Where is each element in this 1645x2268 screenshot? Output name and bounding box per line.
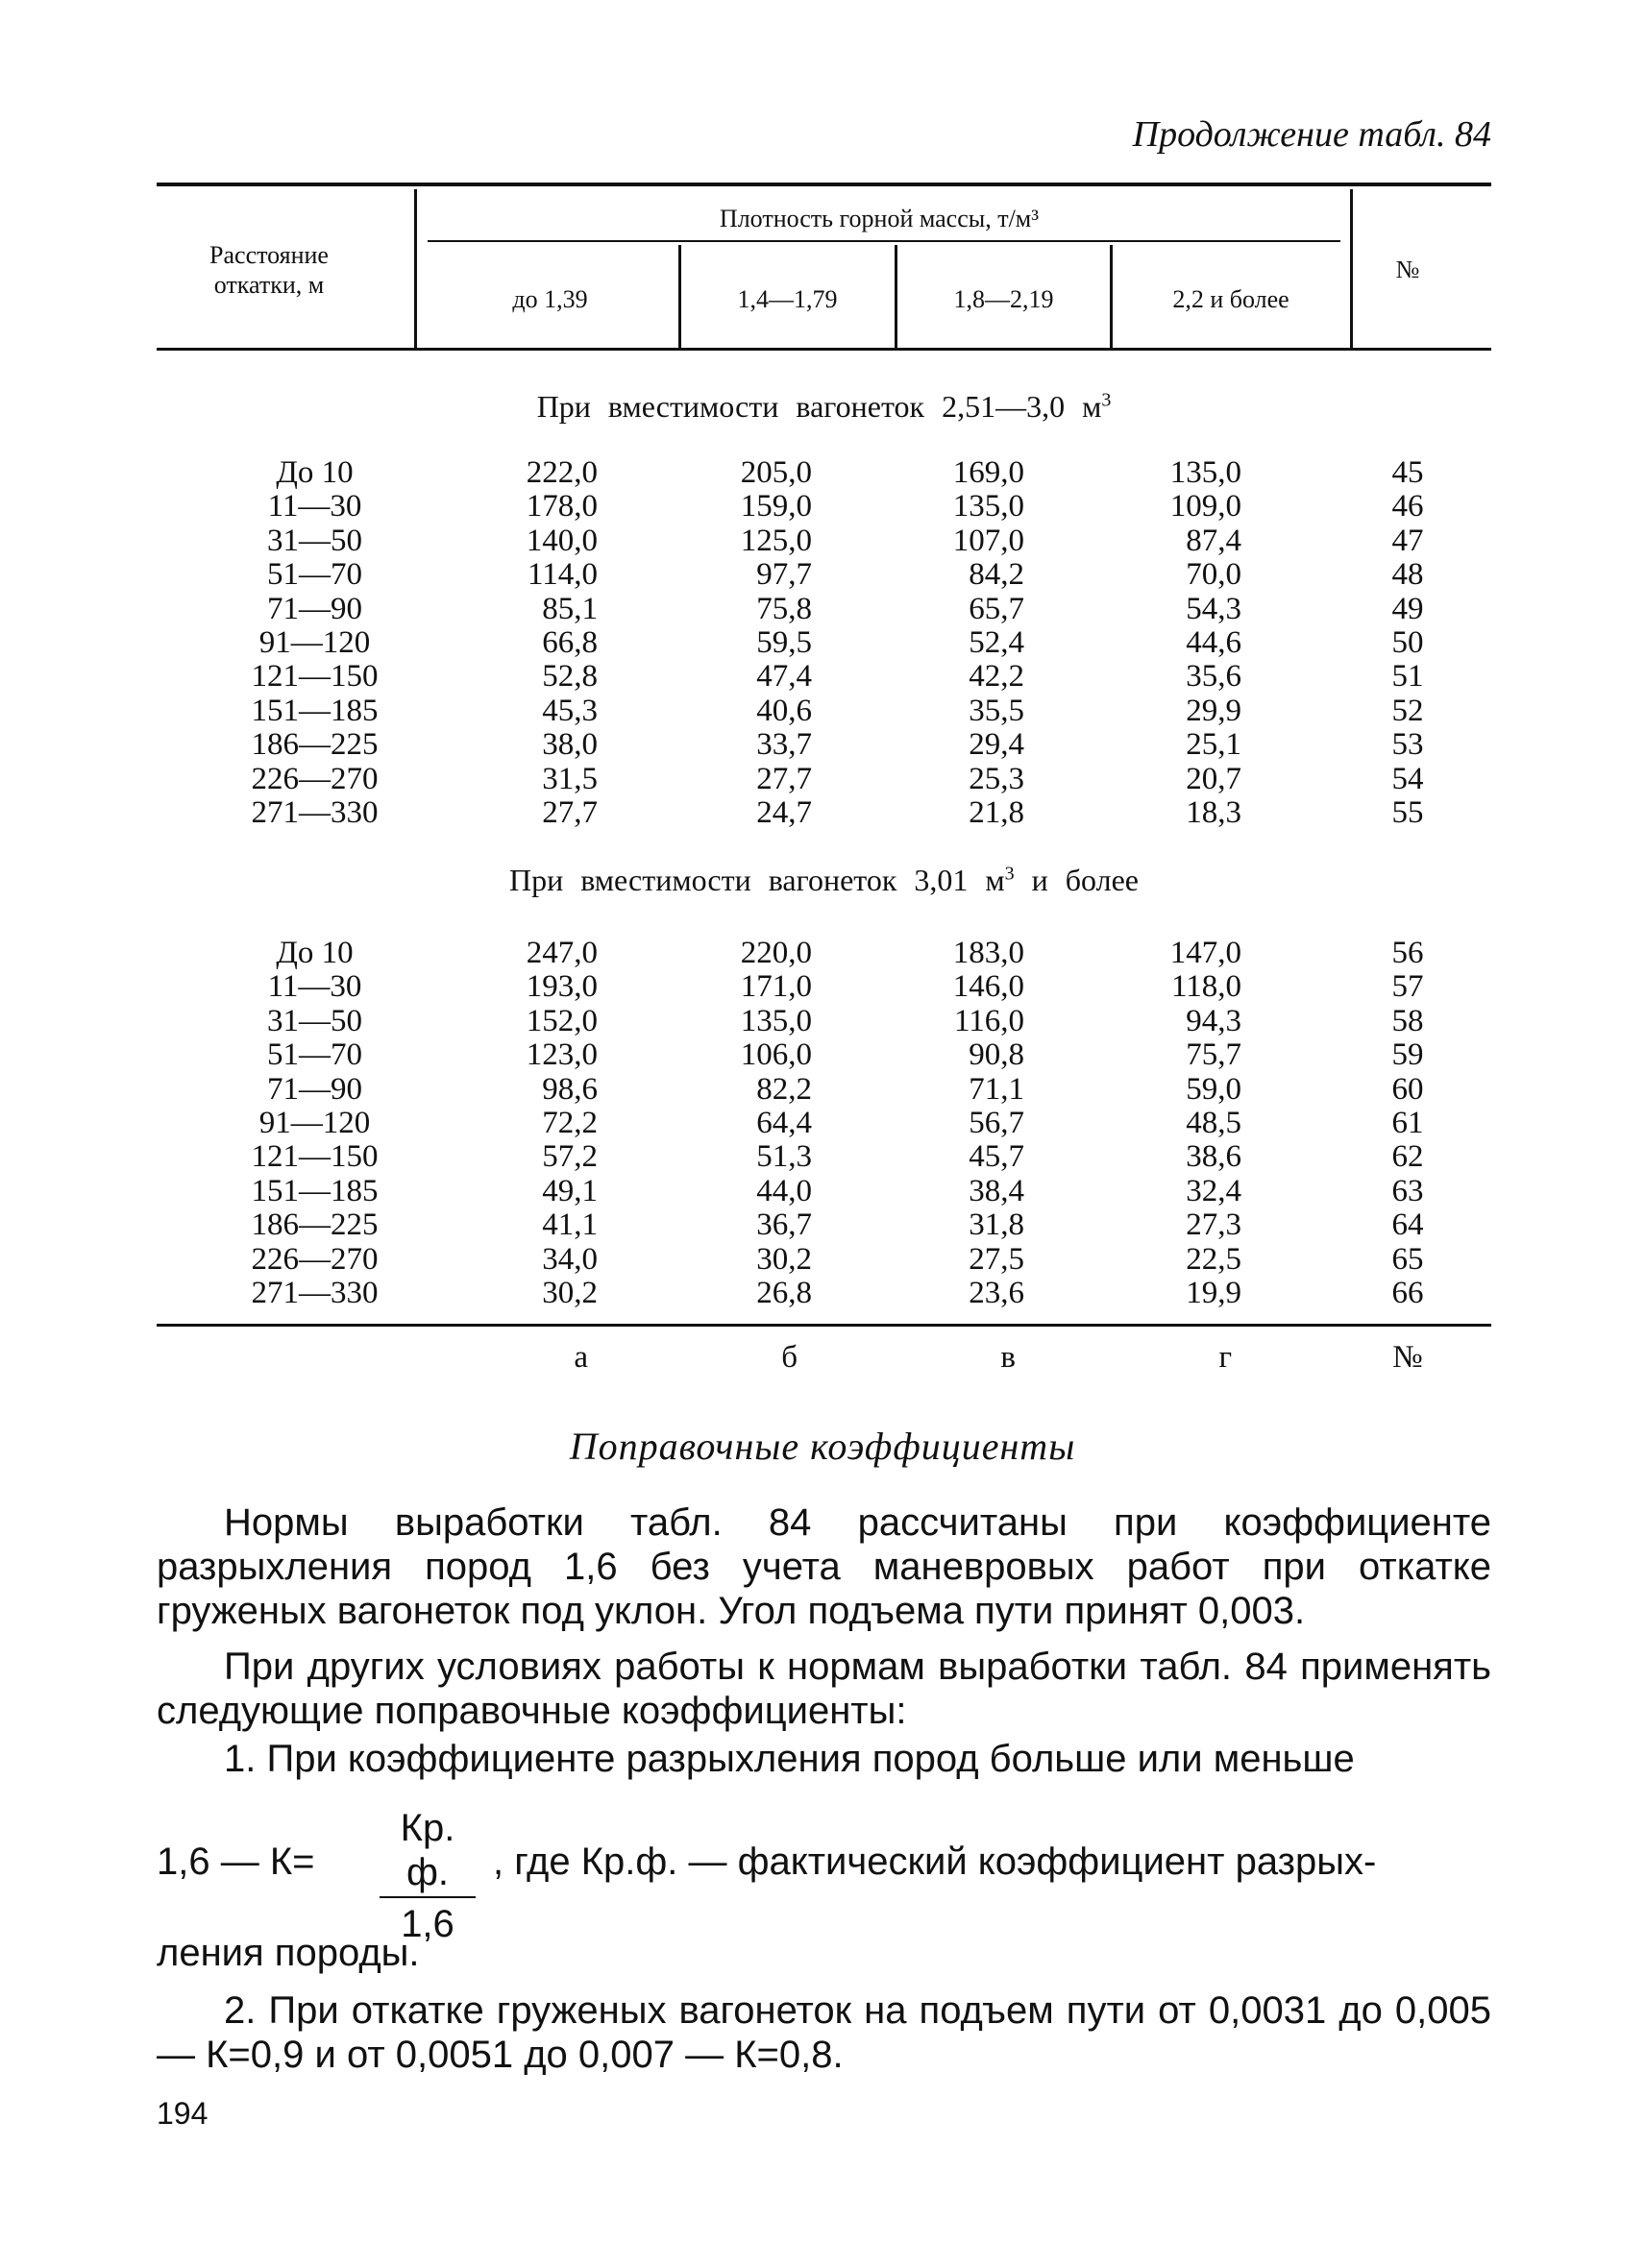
table-row — [0, 1243, 1645, 1277]
header-divider — [678, 245, 681, 348]
table-row — [0, 660, 1645, 694]
cell-c: 38,4 — [969, 1173, 1024, 1208]
header-group-underline — [428, 240, 1340, 242]
cell-d: 20,7 — [1186, 761, 1241, 796]
cell-b: 97,7 — [756, 557, 812, 593]
cell-c: 52,4 — [969, 624, 1024, 660]
table-row — [0, 490, 1645, 524]
cell-c: 84,2 — [969, 557, 1024, 593]
cell-a: 98,6 — [542, 1071, 598, 1107]
fraction-bar — [380, 1896, 476, 1898]
cell-c: 135,0 — [952, 489, 1024, 524]
cell-a: 72,2 — [542, 1105, 598, 1140]
table-row — [0, 593, 1645, 626]
cell-c: 21,8 — [969, 794, 1024, 830]
paragraph: Нормы выработки табл. 84 рассчитаны при коэффициенте разрыхления пород 1,6 без учета маневровых работ при откатке груженых вагонеток под уклон. Угол подъема пути принят 0,003. — [157, 1501, 1491, 1632]
cell-b: 24,7 — [756, 794, 812, 830]
cell-c: 27,5 — [969, 1241, 1024, 1277]
table-row — [0, 1038, 1645, 1072]
cell-distance: 91—120 — [258, 1105, 371, 1140]
header-divider — [414, 189, 417, 348]
cell-distance: 151—185 — [251, 693, 379, 728]
cell-a: 30,2 — [542, 1275, 598, 1310]
cell-d: 22,5 — [1186, 1241, 1241, 1277]
cell-b: 159,0 — [740, 489, 812, 524]
table-row — [0, 1140, 1645, 1174]
cell-distance: 91—120 — [258, 624, 371, 660]
table-row — [0, 937, 1645, 970]
cell-distance: 186—225 — [251, 1207, 379, 1243]
cell-c: 90,8 — [969, 1037, 1024, 1073]
cell-c: 183,0 — [952, 936, 1024, 970]
formula-denominator: 1,6 — [401, 1903, 454, 1945]
cell-d: 109,0 — [1169, 489, 1241, 524]
cell-b: 40,6 — [756, 693, 812, 728]
cell-distance: До 10 — [276, 936, 354, 970]
cell-c: 146,0 — [952, 969, 1024, 1005]
table-row — [0, 524, 1645, 558]
cell-d: 87,4 — [1186, 523, 1241, 558]
header-bottom-rule — [157, 348, 1491, 351]
cell-number: 54 — [1391, 761, 1424, 796]
cell-distance: 51—70 — [267, 557, 362, 593]
cell-b: 135,0 — [740, 1003, 812, 1038]
cell-number: 53 — [1391, 727, 1424, 763]
header-distance: Расстояние откатки, м — [209, 241, 329, 299]
cell-distance: 11—30 — [267, 969, 362, 1005]
cell-b: 33,7 — [756, 727, 812, 763]
cell-d: 32,4 — [1186, 1173, 1241, 1208]
cell-c: 169,0 — [952, 455, 1024, 490]
header-col-c: 1,8—2,19 — [953, 285, 1054, 313]
cell-b: 106,0 — [740, 1037, 812, 1073]
cell-number: 60 — [1391, 1071, 1424, 1107]
section-caption: При вместимости вагонеток 2,51—3,0 $м^3$ — [536, 389, 1112, 424]
cell-number: 55 — [1391, 794, 1424, 830]
cell-c: 116,0 — [953, 1003, 1024, 1038]
footer-col-a: а — [574, 1340, 588, 1375]
cell-b: 44,0 — [756, 1173, 812, 1208]
header-density-group: Плотность горной массы, т/м³ — [719, 205, 1040, 232]
cell-distance: 31—50 — [267, 1003, 362, 1038]
cell-number: 51 — [1391, 659, 1424, 695]
footer-col-c: в — [1000, 1340, 1016, 1375]
cell-d: 29,9 — [1186, 693, 1241, 728]
table-row — [0, 1005, 1645, 1038]
cell-d: 59,0 — [1186, 1071, 1241, 1107]
cell-d: 27,3 — [1186, 1207, 1241, 1243]
cell-number: 61 — [1391, 1105, 1424, 1140]
cell-b: 30,2 — [756, 1241, 812, 1277]
paragraph-continuation: ления породы. — [157, 1932, 420, 1974]
cell-number: 52 — [1391, 693, 1424, 728]
cell-c: 25,3 — [969, 761, 1024, 796]
table-row — [0, 1175, 1645, 1208]
continuation-title: Продолжение табл. 84 — [1132, 114, 1491, 155]
paragraph: 2. При откатке груженых вагонеток на подъем пути от 0,0031 до 0,005 — К=0,9 и от 0,0051 до 0,007 — К=0,8. — [157, 1989, 1491, 2076]
cell-c: 23,6 — [969, 1275, 1024, 1310]
cell-c: 42,2 — [969, 659, 1024, 695]
cell-a: 140,0 — [526, 523, 598, 558]
section-rows — [0, 937, 1645, 1310]
header-col-a: до 1,39 — [512, 285, 588, 313]
cell-distance: 31—50 — [267, 523, 362, 558]
table-row — [0, 558, 1645, 592]
cell-number: 46 — [1391, 489, 1424, 524]
cell-a: 193,0 — [526, 969, 598, 1005]
cell-b: 64,4 — [756, 1105, 812, 1140]
paragraph: 1. При коэффициенте разрыхления пород больше или меньше — [224, 1738, 1355, 1780]
cell-a: 49,1 — [542, 1173, 598, 1208]
cell-d: 18,3 — [1186, 794, 1241, 830]
cell-b: 27,7 — [756, 761, 812, 796]
section-caption: При вместимости вагонеток 3,01 $м^3$ и более — [509, 863, 1139, 897]
table-row — [0, 970, 1645, 1004]
header-col-d: 2,2 и более — [1172, 285, 1289, 313]
cell-c: 45,7 — [969, 1139, 1024, 1175]
table-row — [0, 626, 1645, 660]
table-row — [0, 695, 1645, 728]
cell-d: 44,6 — [1186, 624, 1241, 660]
cell-number: 57 — [1391, 969, 1424, 1005]
footer-number: № — [1392, 1340, 1423, 1375]
cell-distance: 71—90 — [267, 1071, 362, 1107]
cell-number: 63 — [1391, 1173, 1424, 1208]
cell-distance: 271—330 — [251, 1275, 379, 1310]
cell-a: 38,0 — [542, 727, 598, 763]
cell-c: 56,7 — [969, 1105, 1024, 1140]
cell-a: 66,8 — [542, 624, 598, 660]
cell-a: 152,0 — [526, 1003, 598, 1038]
header-divider — [1350, 189, 1353, 348]
table-top-rule — [157, 183, 1491, 186]
cell-distance: 271—330 — [251, 794, 379, 830]
table-row — [0, 796, 1645, 830]
cell-d: 135,0 — [1169, 455, 1241, 490]
cell-a: 85,1 — [542, 591, 598, 626]
formula-lhs: 1,6 — К= — [157, 1841, 315, 1883]
header-col-b: 1,4—1,79 — [737, 285, 838, 313]
cell-b: 47,4 — [756, 659, 812, 695]
cell-number: 48 — [1391, 557, 1424, 593]
table-row — [0, 763, 1645, 796]
cell-d: 70,0 — [1186, 557, 1241, 593]
cell-c: 65,7 — [969, 591, 1024, 626]
cell-b: 75,8 — [756, 591, 812, 626]
cell-b: 125,0 — [740, 523, 812, 558]
table-row — [0, 1073, 1645, 1107]
cell-c: 29,4 — [969, 727, 1024, 763]
cell-b: 82,2 — [756, 1071, 812, 1107]
cell-distance: 186—225 — [251, 727, 379, 763]
footer-col-b: б — [781, 1340, 798, 1375]
header-divider — [895, 245, 897, 348]
table-row — [0, 728, 1645, 762]
cell-number: 50 — [1391, 624, 1424, 660]
header-number: № — [1395, 256, 1420, 283]
cell-distance: 51—70 — [267, 1037, 362, 1073]
cell-distance: 71—90 — [267, 591, 362, 626]
cell-a: 31,5 — [542, 761, 598, 796]
cell-a: 41,1 — [542, 1207, 598, 1243]
section-heading: Поправочные коэффициенты — [569, 1425, 1076, 1468]
cell-a: 123,0 — [526, 1037, 598, 1073]
formula-fraction — [380, 1806, 476, 1946]
cell-d: 25,1 — [1186, 727, 1241, 763]
cell-distance: 226—270 — [251, 1241, 379, 1277]
cell-d: 54,3 — [1186, 591, 1241, 626]
cell-a: 45,3 — [542, 693, 598, 728]
cell-b: 171,0 — [740, 969, 812, 1005]
cell-b: 59,5 — [756, 624, 812, 660]
cell-d: 118,0 — [1170, 969, 1241, 1005]
cell-a: 34,0 — [542, 1241, 598, 1277]
cell-d: 75,7 — [1186, 1037, 1241, 1073]
cell-number: 59 — [1391, 1037, 1424, 1073]
cell-distance: 121—150 — [251, 1139, 379, 1175]
cell-distance: 121—150 — [251, 659, 379, 695]
paragraph: При других условиях работы к нормам выработки табл. 84 применять следующие поправочные коэффициенты: — [157, 1646, 1491, 1732]
table-row — [0, 1107, 1645, 1140]
cell-d: 35,6 — [1186, 659, 1241, 695]
cell-number: 62 — [1391, 1139, 1424, 1175]
cell-number: 66 — [1391, 1275, 1424, 1310]
footer-col-d: г — [1218, 1340, 1232, 1375]
page-number: 194 — [157, 2096, 209, 2131]
cell-a: 114,0 — [527, 557, 598, 593]
cell-b: 36,7 — [756, 1207, 812, 1243]
cell-d: 147,0 — [1169, 936, 1241, 970]
cell-d: 38,6 — [1186, 1139, 1241, 1175]
cell-a: 247,0 — [526, 936, 598, 970]
cell-number: 45 — [1391, 455, 1424, 490]
cell-d: 48,5 — [1186, 1105, 1241, 1140]
cell-number: 49 — [1391, 591, 1424, 626]
cell-c: 71,1 — [969, 1071, 1024, 1107]
cell-number: 56 — [1391, 936, 1424, 970]
cell-d: 94,3 — [1186, 1003, 1241, 1038]
formula — [157, 1806, 1491, 1945]
cell-a: 27,7 — [542, 794, 598, 830]
formula-numerator: Кр. ф. — [400, 1807, 455, 1893]
cell-b: 51,3 — [756, 1139, 812, 1175]
cell-a: 178,0 — [526, 489, 598, 524]
formula-text: , где Кр.ф. — фактический коэффициент разрых- — [493, 1841, 1377, 1883]
cell-a: 57,2 — [542, 1139, 598, 1175]
cell-number: 64 — [1391, 1207, 1424, 1243]
header-divider — [1110, 245, 1113, 348]
cell-a: 222,0 — [526, 455, 598, 490]
table-bottom-rule — [157, 1324, 1491, 1327]
cell-b: 205,0 — [740, 455, 812, 490]
cell-a: 52,8 — [542, 659, 598, 695]
cell-distance: 151—185 — [251, 1173, 379, 1208]
cell-distance: 226—270 — [251, 761, 379, 796]
cell-c: 31,8 — [969, 1207, 1024, 1243]
cell-d: 19,9 — [1186, 1275, 1241, 1310]
cell-c: 35,5 — [969, 693, 1024, 728]
table-row — [0, 1208, 1645, 1242]
cell-b: 220,0 — [740, 936, 812, 970]
cell-number: 47 — [1391, 523, 1424, 558]
cell-number: 58 — [1391, 1003, 1424, 1038]
cell-distance: 11—30 — [267, 489, 362, 524]
cell-b: 26,8 — [756, 1275, 812, 1310]
cell-number: 65 — [1391, 1241, 1424, 1277]
cell-distance: До 10 — [276, 455, 354, 490]
cell-c: 107,0 — [952, 523, 1024, 558]
section-rows — [0, 456, 1645, 830]
table-row — [0, 1277, 1645, 1310]
table-row — [0, 456, 1645, 490]
